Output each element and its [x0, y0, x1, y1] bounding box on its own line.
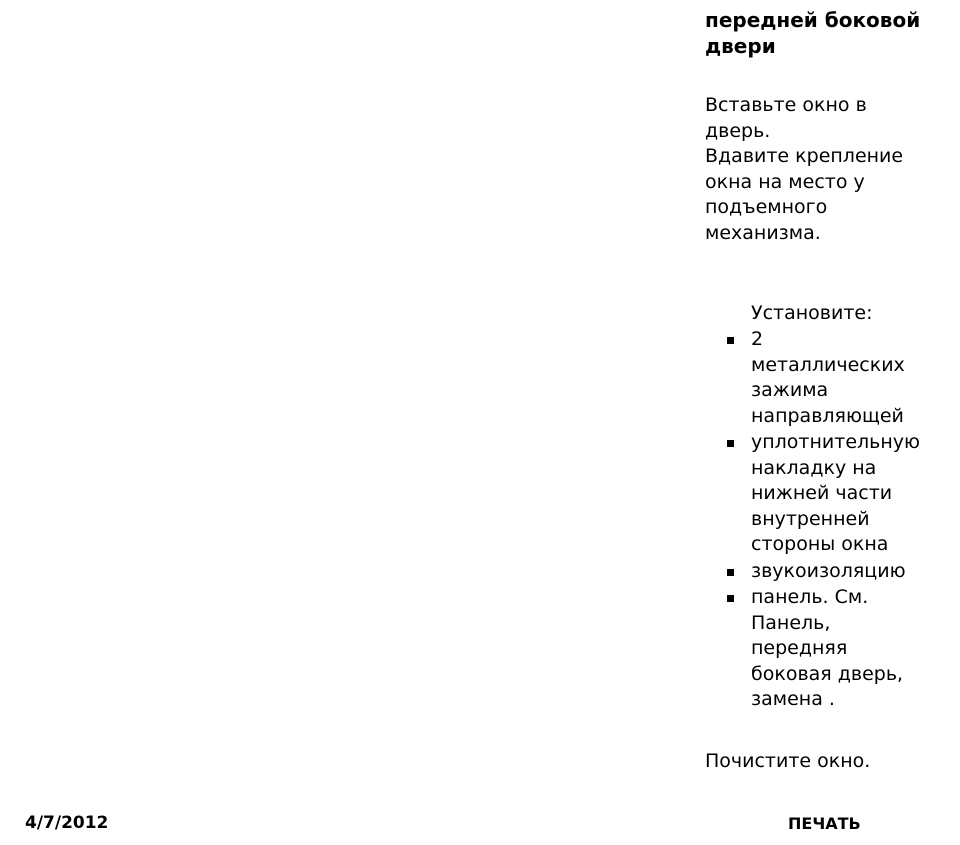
- heading-line: передней боковой: [705, 8, 921, 32]
- step-line: подъемного: [705, 196, 828, 218]
- footer-date: 4/7/2012: [25, 813, 109, 833]
- list-item-line: Панель,: [751, 611, 831, 634]
- square-bullet-icon: [727, 569, 734, 576]
- square-bullet-icon: [727, 440, 734, 447]
- heading-line: двери: [705, 34, 776, 58]
- square-bullet-icon: [727, 337, 734, 344]
- list-item-line: нижней части: [751, 482, 893, 504]
- list-item: [725, 327, 955, 429]
- list-item-line: внутренней: [751, 507, 870, 530]
- list-item-line: замена .: [751, 688, 835, 710]
- list-item: [725, 430, 955, 558]
- list-item-line: зажима: [751, 379, 829, 401]
- section-heading: [705, 7, 955, 59]
- step-line: Вдавите крепление: [705, 145, 904, 167]
- install-list: [725, 327, 955, 714]
- step-line: дверь.: [705, 119, 771, 142]
- list-item-line: панель. См.: [751, 586, 869, 608]
- list-item-line: направляющей: [751, 404, 904, 427]
- list-item-line: звукоизоляцию: [751, 559, 906, 582]
- list-item-line: металлических: [751, 353, 905, 376]
- list-item-line: накладку на: [751, 456, 877, 479]
- insert-window-step: [705, 93, 955, 246]
- clean-window-step: Почистите окно.: [705, 750, 871, 772]
- list-item: [725, 585, 955, 713]
- list-item-line: уплотнительную: [751, 431, 921, 453]
- step-line: окна на место у: [705, 170, 865, 193]
- square-bullet-icon: [727, 595, 734, 602]
- step-line: Вставьте окно в: [705, 94, 867, 116]
- print-link[interactable]: ПЕЧАТЬ: [788, 814, 861, 833]
- list-item-line: 2: [751, 328, 764, 350]
- list-item-line: стороны окна: [751, 533, 889, 555]
- list-item-line: боковая дверь,: [751, 662, 904, 685]
- list-item: [725, 559, 955, 585]
- list-item-line: передняя: [751, 637, 848, 659]
- install-label: Установите:: [751, 302, 873, 324]
- step-line: механизма.: [705, 221, 821, 244]
